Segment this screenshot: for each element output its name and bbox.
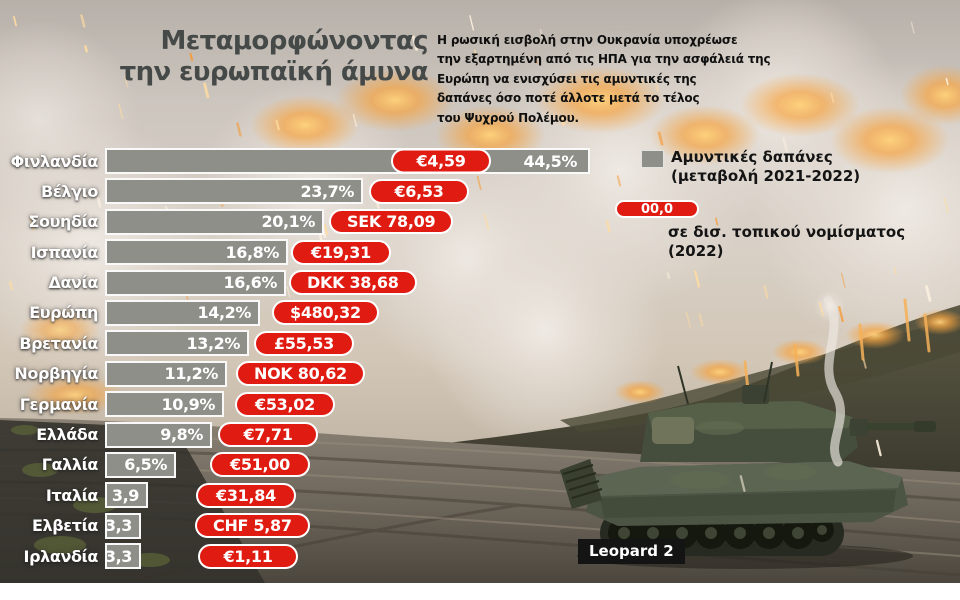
percent-label: 14,2% bbox=[197, 303, 251, 323]
bar bbox=[105, 178, 363, 204]
bar bbox=[105, 239, 288, 265]
percent-label: 44,5% bbox=[523, 151, 577, 171]
country-label: Σουηδία bbox=[28, 212, 98, 232]
chart-row bbox=[0, 148, 590, 174]
chart-row bbox=[0, 270, 590, 296]
bar bbox=[105, 148, 590, 174]
chart-row bbox=[0, 209, 590, 235]
page-title-line1: Μεταμορφώνοντας bbox=[160, 26, 428, 56]
chart-row bbox=[0, 300, 590, 326]
country-label: Βρετανία bbox=[19, 333, 98, 353]
value-pill: £55,53 bbox=[254, 331, 354, 356]
percent-label: 3,3 bbox=[104, 546, 132, 566]
value-pill: €53,02 bbox=[235, 392, 335, 417]
percent-label: 23,7% bbox=[300, 181, 354, 201]
value-pill: DKK 38,68 bbox=[289, 270, 417, 295]
chart-row bbox=[0, 422, 590, 448]
country-label: Νορβηγία bbox=[14, 364, 98, 384]
percent-label: 16,8% bbox=[225, 242, 279, 262]
percent-label: 10,9% bbox=[161, 394, 215, 414]
photo-caption: Leopard 2 bbox=[578, 539, 685, 564]
percent-label: 16,6% bbox=[223, 273, 277, 293]
value-pill: €6,53 bbox=[369, 179, 469, 204]
percent-label: 20,1% bbox=[261, 212, 315, 232]
value-pill: €7,71 bbox=[218, 422, 318, 447]
chart-row bbox=[0, 361, 590, 387]
bar bbox=[105, 422, 212, 448]
legend-unit-label-line2: (2022) bbox=[668, 242, 724, 260]
chart-row bbox=[0, 239, 590, 265]
intro-line: Η ρωσική εισβολή στην Ουκρανία υποχρέωσε bbox=[437, 33, 738, 47]
value-pill: €31,84 bbox=[196, 483, 296, 508]
country-label: Ιταλία bbox=[45, 485, 98, 505]
legend-series-label-line2: (μεταβολή 2021-2022) bbox=[671, 167, 861, 185]
intro-paragraph bbox=[437, 31, 770, 128]
value-pill: €1,11 bbox=[198, 544, 298, 569]
country-label: Γαλλία bbox=[41, 455, 98, 475]
bar bbox=[105, 270, 286, 296]
legend-unit-label-line1: σε δισ. τοπικού νομίσματος bbox=[668, 223, 906, 241]
intro-line: την εξαρτημένη από τις ΗΠΑ για την ασφάλειά της bbox=[437, 52, 771, 67]
chart-row bbox=[0, 482, 590, 508]
country-label: Ελλάδα bbox=[36, 425, 98, 445]
chart-row bbox=[0, 452, 590, 478]
value-pill: €51,00 bbox=[210, 452, 310, 477]
bar bbox=[105, 543, 141, 569]
percent-label: 11,2% bbox=[164, 364, 218, 384]
percent-label: 3,9 bbox=[111, 485, 139, 505]
bar bbox=[105, 361, 227, 387]
legend-gray-swatch bbox=[641, 150, 664, 168]
legend-series-label-line1: Αμυντικές δαπάνες bbox=[671, 148, 833, 166]
value-pill: €19,31 bbox=[291, 240, 391, 265]
percent-label: 13,2% bbox=[186, 333, 240, 353]
value-pill: €4,59 bbox=[391, 149, 491, 174]
percent-label: 6,5% bbox=[124, 455, 167, 475]
country-label: Δανία bbox=[48, 273, 98, 293]
legend-sample-pill: 00,0 bbox=[615, 200, 699, 218]
percent-label: 3,3 bbox=[104, 516, 132, 536]
bar bbox=[105, 452, 176, 478]
country-label: Ευρώπη bbox=[29, 303, 98, 323]
value-pill: NOK 80,62 bbox=[236, 361, 365, 386]
legend bbox=[640, 148, 906, 260]
country-label: Ισπανία bbox=[30, 242, 98, 262]
percent-label: 9,8% bbox=[160, 425, 203, 445]
chart-row bbox=[0, 513, 590, 539]
country-label: Ιρλανδία bbox=[23, 546, 98, 566]
bar bbox=[105, 300, 260, 326]
value-pill: $480,32 bbox=[272, 300, 379, 325]
chart-row bbox=[0, 543, 590, 569]
country-label: Φινλανδία bbox=[10, 151, 98, 171]
intro-line: Ευρώπη να ενισχύσει τις αμυντικές της bbox=[437, 71, 697, 86]
value-pill: CHF 5,87 bbox=[195, 513, 310, 538]
chart-row bbox=[0, 391, 590, 417]
country-label: Γερμανία bbox=[19, 394, 98, 414]
bar bbox=[105, 209, 324, 235]
value-pill: SEK 78,09 bbox=[329, 209, 453, 234]
bar-chart bbox=[0, 148, 590, 573]
bar bbox=[105, 482, 148, 508]
bar bbox=[105, 513, 141, 539]
bar bbox=[105, 330, 249, 356]
intro-line: του Ψυχρού Πολέμου. bbox=[437, 110, 579, 125]
page-title-line2: την ευρωπαϊκή άμυνα bbox=[119, 57, 428, 87]
country-label: Βέλγιο bbox=[41, 181, 98, 201]
page-title bbox=[118, 26, 428, 88]
chart-row bbox=[0, 330, 590, 356]
bar bbox=[105, 391, 224, 417]
intro-line: δαπάνες όσο ποτέ άλλοτε μετά το τέλος bbox=[437, 91, 700, 106]
chart-row bbox=[0, 178, 590, 204]
country-label: Ελβετία bbox=[31, 516, 98, 536]
